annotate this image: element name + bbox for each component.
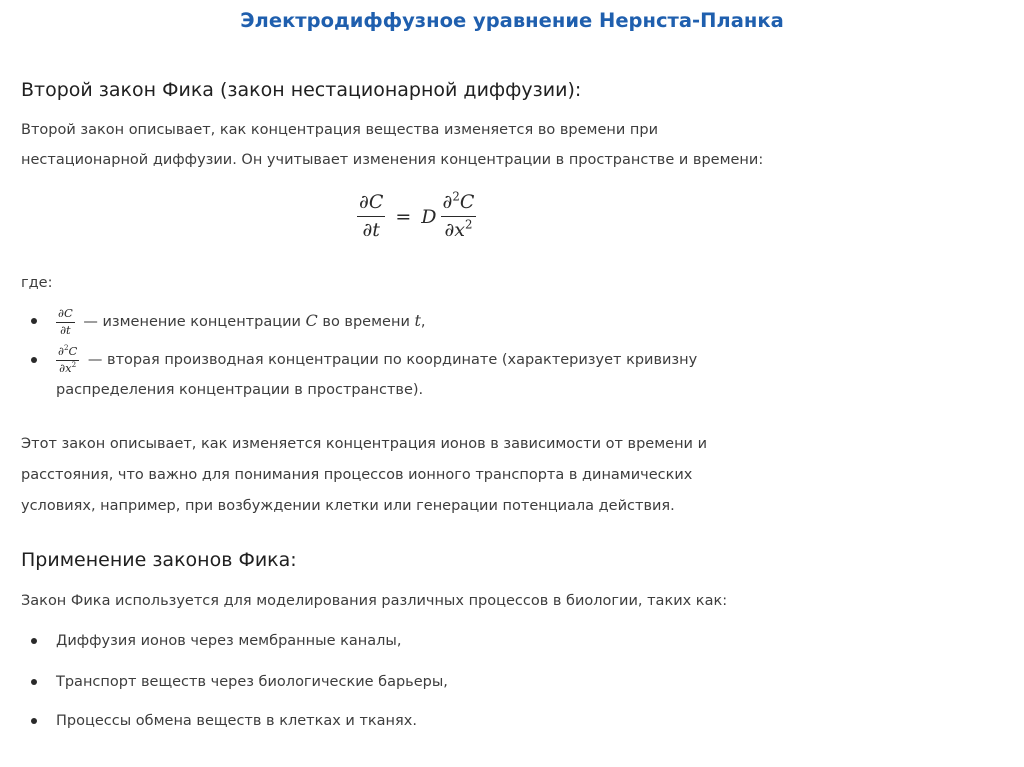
list-item: Диффузия ионов через мембранные каналы, xyxy=(21,628,401,654)
formula-lhs-denominator: ∂t xyxy=(362,219,380,241)
partial-x: ∂x xyxy=(444,219,465,241)
fraction-denominator xyxy=(57,359,78,375)
bullet-fraction xyxy=(56,343,79,375)
exponent: 2 xyxy=(464,217,473,232)
applications-intro: Закон Фика используется для моделирования различных процессов в биологии, таких как: xyxy=(21,593,728,609)
exponent: 2 xyxy=(71,359,77,369)
intro-line: Второй закон описывает, как концентрация вещества изменяется во времени при xyxy=(21,122,659,138)
bullet-text: — изменение концентрации xyxy=(83,314,301,330)
summary-line: Этот закон описывает, как изменяется концентрация ионов в зависимости от времени и xyxy=(21,436,708,452)
bullet-text: во времени xyxy=(322,314,410,330)
formula-lhs-numerator: ∂C xyxy=(359,191,384,213)
formula-equals: = xyxy=(395,205,412,228)
variable-t: t xyxy=(414,311,421,330)
variable: C xyxy=(68,344,78,358)
fick-second-law-formula xyxy=(357,189,476,241)
bullet-fraction xyxy=(56,308,75,336)
fraction-numerator: ∂C xyxy=(58,306,73,320)
exponent: 2 xyxy=(452,189,460,204)
formula-coefficient: D xyxy=(421,205,437,228)
fraction-denominator: ∂t xyxy=(60,322,71,337)
bullet-tail: , xyxy=(420,314,426,330)
list-item: Процессы обмена веществ в клетках и тканях. xyxy=(21,708,417,734)
intro-line: нестационарной диффузии. Он учитывает изменения концентрации в пространстве и времени: xyxy=(21,152,764,168)
formula-rhs-denominator xyxy=(442,217,474,241)
partial-symbol: ∂ xyxy=(442,191,453,213)
section-heading: Второй закон Фика (закон нестационарной диффузии): xyxy=(21,79,582,101)
list-item: Транспорт веществ через биологические барьеры, xyxy=(21,669,448,695)
partial-x: ∂x xyxy=(59,360,72,375)
partial-symbol: ∂ xyxy=(58,344,64,358)
formula-lhs-fraction xyxy=(357,193,385,240)
summary-line: расстояния, что важно для понимания процессов ионного транспорта в динамических xyxy=(21,467,693,483)
fraction-numerator xyxy=(56,343,79,358)
variable: C xyxy=(459,191,475,213)
section-heading: Применение законов Фика: xyxy=(21,549,297,571)
list-item xyxy=(21,308,956,336)
slide-title: Электродиффузное уравнение Нернста-Планка xyxy=(240,9,784,32)
summary-line: условиях, например, при возбуждении клетки или генерации потенциала действия. xyxy=(21,498,675,514)
where-label: где: xyxy=(21,275,53,291)
bullet-text: распределения концентрации в пространстве). xyxy=(56,382,424,398)
list-item xyxy=(21,345,956,405)
formula-rhs-fraction xyxy=(441,189,477,241)
variable-c: C xyxy=(305,311,318,330)
fraction-bar xyxy=(357,216,385,217)
exponent: 2 xyxy=(63,343,69,353)
formula-rhs-numerator xyxy=(441,189,477,213)
bullet-text: — вторая производная концентрации по координате (характеризует кривизну xyxy=(87,352,698,368)
